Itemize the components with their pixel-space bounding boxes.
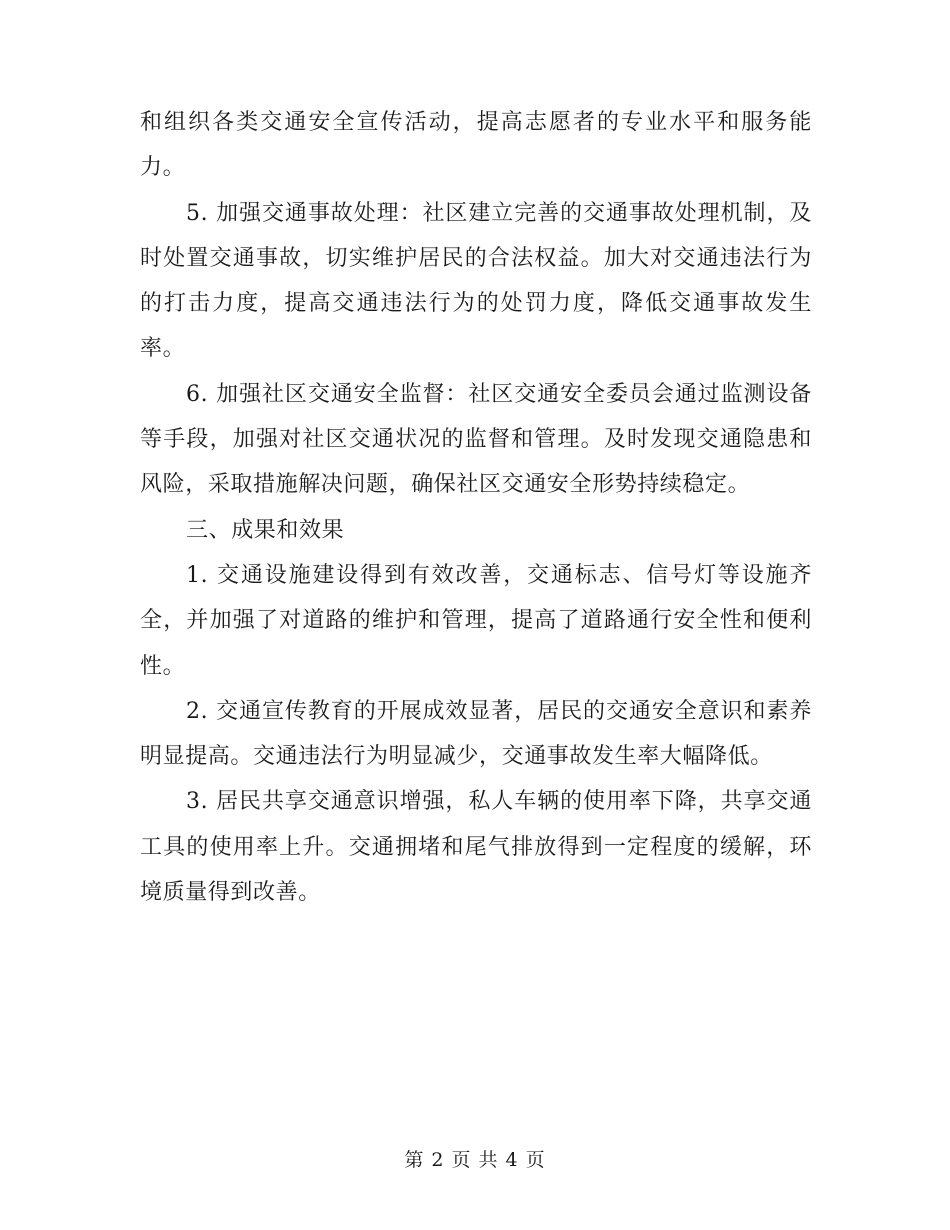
- paragraph-result-3: 3. 居民共享交通意识增强，私人车辆的使用率下降，共享交通工具的使用率上升。交通拥堵和尾气排放得到一定程度的缓解，环境质量得到改善。: [140, 789, 812, 906]
- paragraph-continuation: 和组织各类交通安全宣传活动，提高志愿者的专业水平和服务能力。: [140, 110, 812, 181]
- paragraph-result-2: 2. 交通宣传教育的开展成效显著，居民的交通安全意识和素养明显提高。交通违法行为明显减少，交通事故发生率大幅降低。: [140, 698, 812, 770]
- page-number-footer: 第 2 页 共 4 页: [404, 1149, 546, 1171]
- paragraph-item-5: 5. 加强交通事故处理：社区建立完善的交通事故处理机制，及时处置交通事故，切实维护居民的合法权益。加大对交通违法行为的打击力度，提高交通违法行为的处罚力度，降低交通事故发生率。: [140, 200, 812, 362]
- body-text: [140, 100, 812, 915]
- section-heading: 三、成果和效果: [186, 517, 345, 543]
- paragraph-item-6: 6. 加强社区交通安全监督：社区交通安全委员会通过监测设备等手段，加强对社区交通状况的监督和管理。及时发现交通隐患和风险，采取措施解决问题，确保社区交通安全形势持续稳定。: [140, 381, 812, 498]
- paragraph-result-1: 1. 交通设施建设得到有效改善，交通标志、信号灯等设施齐全，并加强了对道路的维护和管理，提高了道路通行安全性和便利性。: [140, 562, 812, 679]
